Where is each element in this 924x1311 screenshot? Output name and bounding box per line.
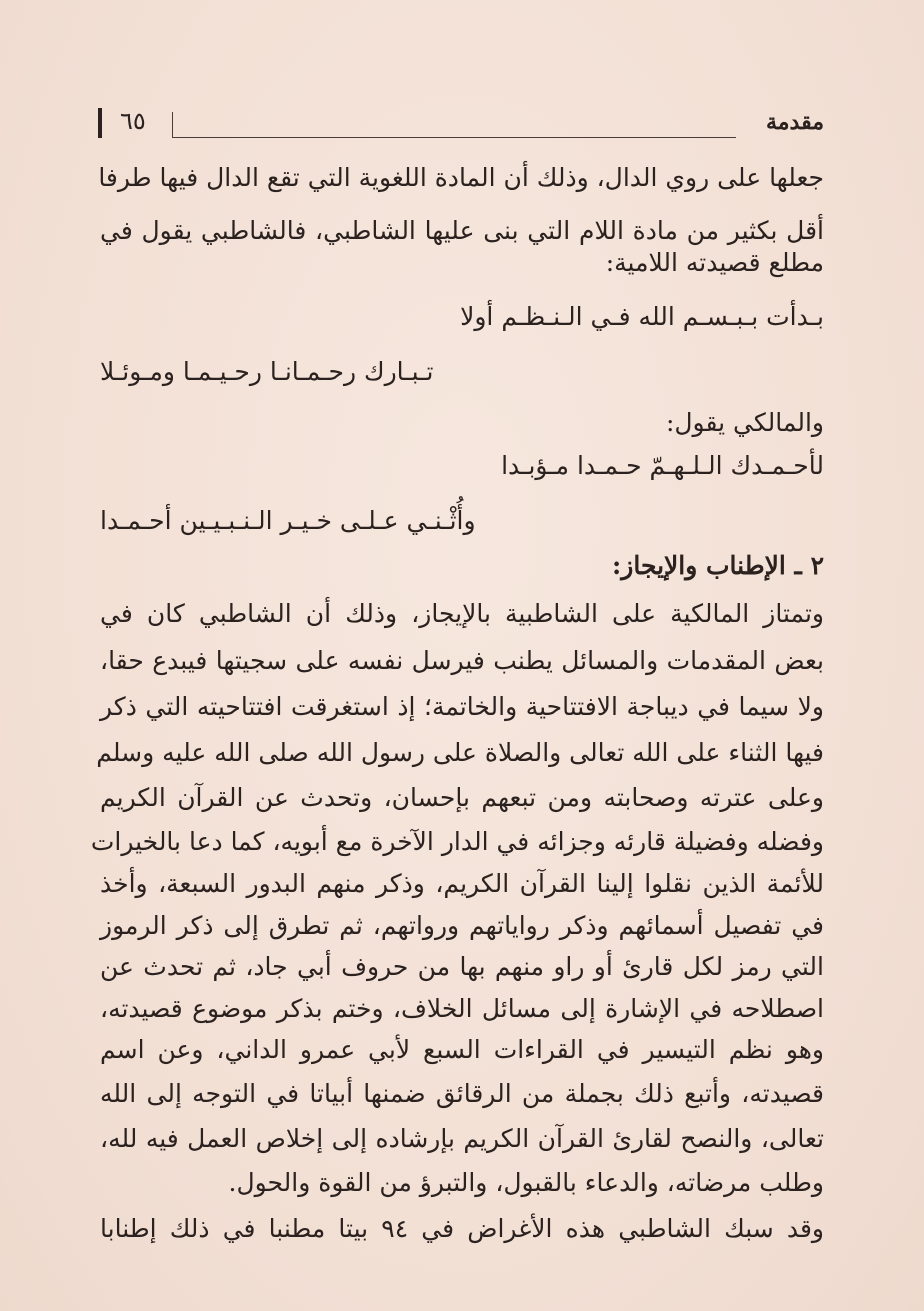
text-line: قصيدته، وأتبع ذلك بجملة من الرقائق ضمنها أبياتا في التوجه إلى الله bbox=[100, 1079, 824, 1108]
text-line: اصطلاحه في الإشارة إلى مسائل الخلاف، وختم بذكر موضوع قصيدته، bbox=[100, 994, 824, 1023]
text-line: تعالى، والنصح لقارئ القرآن الكريم بإرشاده إلى إخلاص العمل فيه لله، bbox=[100, 1124, 824, 1153]
text-line: التي رمز لكل قارئ أو راو منهم بها من حروف أبي جاد، ثم تحدث عن bbox=[100, 952, 824, 981]
verse-first-hemistich: بـدأت بـبـسـم الله فـي الـنـظـم أولا bbox=[460, 302, 824, 331]
text-line: وطلب مرضاته، والدعاء بالقبول، والتبرؤ من القوة والحول. bbox=[228, 1168, 824, 1197]
verse-second-hemistich: وأُثْـنـي عـلـى خـيـر الـنـبـيـين أحـمـدا bbox=[100, 506, 476, 535]
text-line: في تفصيل أسمائهم وذكر رواياتهم ورواتهم، ثم تطرق إلى ذكر الرموز bbox=[100, 911, 824, 940]
header-rule-cap bbox=[172, 112, 173, 138]
header-rule bbox=[172, 137, 736, 138]
text-line: أقل بكثير من مادة اللام التي بنى عليها الشاطبي، فالشاطبي يقول في bbox=[100, 216, 824, 245]
text-line: وهو نظم التيسير في القراءات السبع لأبي عمرو الداني، وعن اسم bbox=[100, 1035, 824, 1064]
text-line: وفضله وفضيلة قارئه وجزائه في الدار الآخرة مع أبويه، كما دعا بالخيرات bbox=[90, 827, 824, 856]
page-number: ٦٥ bbox=[120, 107, 146, 135]
text-line: ولا سيما في ديباجة الافتتاحية والخاتمة؛ إذ استغرقت افتتاحيته التي ذكر bbox=[100, 692, 824, 721]
verse-intro: والمالكي يقول: bbox=[665, 408, 824, 437]
verse-second-hemistich: تـبـارك رحـمـانـا رحـيـمـا ومـوئـلا bbox=[100, 357, 434, 386]
text-line: وتمتاز المالكية على الشاطبية بالإيجاز، وذلك أن الشاطبي كان في bbox=[100, 599, 824, 628]
running-header bbox=[98, 106, 824, 140]
text-line: وقد سبك الشاطبي هذه الأغراض في ٩٤ بيتا مطنبا في ذلك إطنابا bbox=[100, 1214, 824, 1243]
text-line: فيها الثناء على الله تعالى والصلاة على رسول الله صلى الله عليه وسلم bbox=[96, 738, 824, 767]
text-line: للأئمة الذين نقلوا إلينا القرآن الكريم، وذكر منهم البدور السبعة، وأخذ bbox=[100, 869, 824, 898]
text-line: بعض المقدمات والمسائل يطنب فيرسل نفسه على سجيتها فيبدع حقا، bbox=[100, 646, 824, 675]
text-line: جعلها على روي الدال، وذلك أن المادة اللغوية التي تقع الدال فيها طرفا bbox=[98, 163, 824, 192]
text-line: وعلى عترته وصحابته ومن تبعهم بإحسان، وتحدث عن القرآن الكريم bbox=[100, 783, 824, 812]
chapter-title: مقدمة bbox=[765, 109, 824, 135]
verse-first-hemistich: لأحـمـدك الـلـهـمّ حـمـدا مـؤبـدا bbox=[501, 451, 824, 480]
header-bar bbox=[98, 108, 102, 138]
text-line: مطلع قصيدته اللامية: bbox=[605, 248, 824, 277]
section-heading: ٢ ـ الإطناب والإيجاز: bbox=[612, 551, 824, 580]
